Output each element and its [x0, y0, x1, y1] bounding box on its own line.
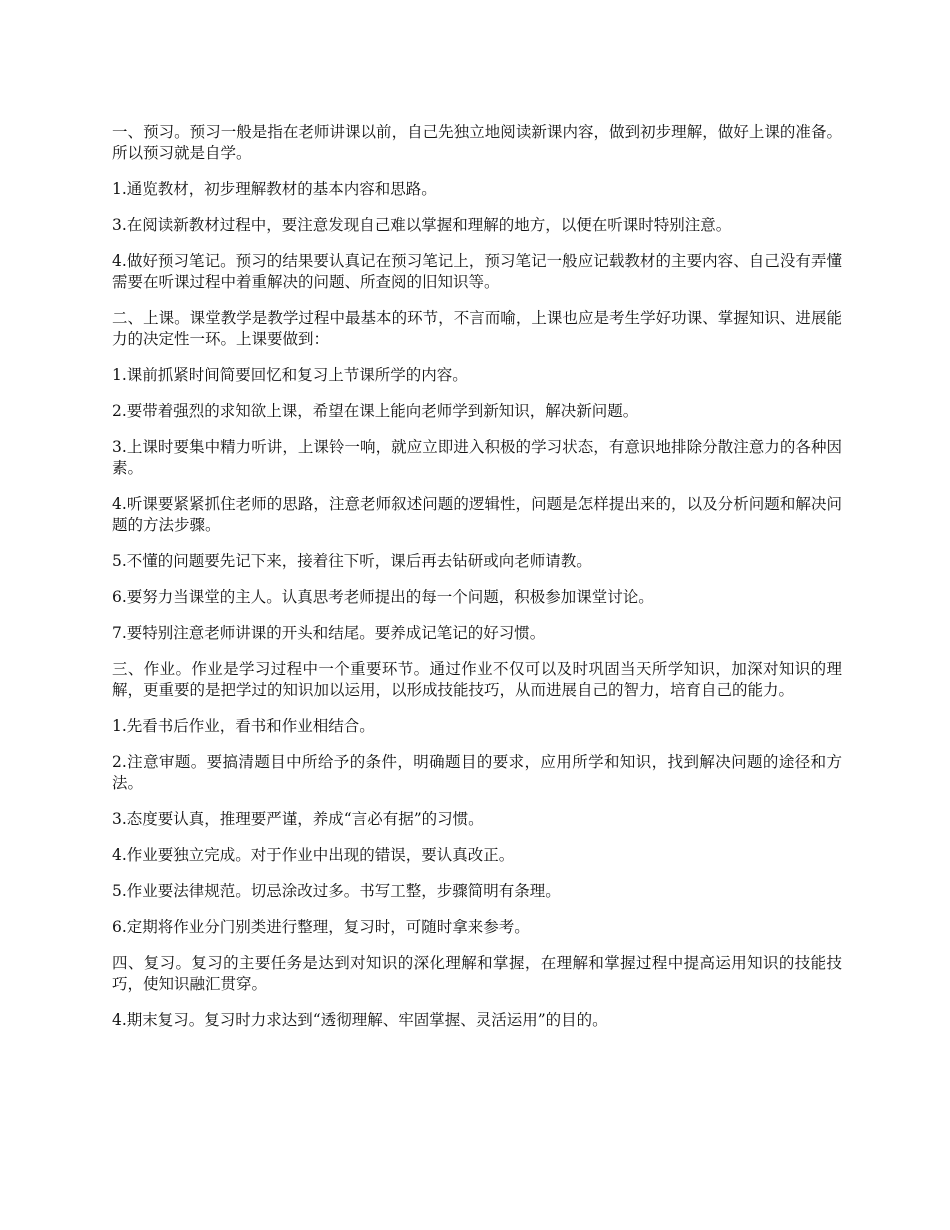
paragraph-homework-3: 3.态度要认真，推理要严谨，养成“言必有据”的习惯。 [112, 810, 484, 828]
paragraph-preview-intro: 一、预习。预习一般是指在老师讲课以前，自己先独立地阅读新课内容，做到初步理解，做好上课的准备。所以预习就是自学。 [112, 123, 842, 162]
paragraph-class-7: 7.要特别注意老师讲课的开头和结尾。要养成记笔记的好习惯。 [112, 624, 546, 642]
paragraph-homework-1: 1.先看书后作业，看书和作业相结合。 [112, 717, 375, 735]
paragraph-homework-2: 2.注意审题。要搞清题目中所给予的条件，明确题目的要求，应用所学和知识，找到解决问题的途径和方法。 [112, 753, 842, 792]
paragraph-class-4: 4.听课要紧紧抓住老师的思路，注意老师叙述问题的逻辑性，问题是怎样提出来的，以及分析问题和解决问题的方法步骤。 [112, 495, 842, 534]
paragraph-homework-6: 6.定期将作业分门别类进行整理，复习时，可随时拿来参考。 [112, 918, 530, 936]
paragraph-class-6: 6.要努力当课堂的主人。认真思考老师提出的每一个问题，积极参加课堂讨论。 [112, 588, 654, 606]
paragraph-homework-intro: 三、作业。作业是学习过程中一个重要环节。通过作业不仅可以及时巩固当天所学知识，加深对知识的理解，更重要的是把学过的知识加以运用，以形成技能技巧，从而进展自己的智力，培育自己的能力。 [112, 660, 842, 699]
paragraph-class-3: 3.上课时要集中精力听讲，上课铃一响，就应立即进入积极的学习状态，有意识地排除分散注意力的各种因素。 [112, 438, 842, 477]
document-body [112, 122, 842, 1046]
paragraph-review-intro: 四、复习。复习的主要任务是达到对知识的深化理解和掌握，在理解和掌握过程中提高运用知识的技能技巧，使知识融汇贯穿。 [112, 954, 842, 993]
paragraph-homework-5: 5.作业要法律规范。切忌涂改过多。书写工整，步骤简明有条理。 [112, 882, 561, 900]
paragraph-preview-3: 3.在阅读新教材过程中，要注意发现自己难以掌握和理解的地方，以便在听课时特别注意。 [112, 216, 732, 234]
paragraph-preview-1: 1.通览教材，初步理解教材的基本内容和思路。 [112, 180, 437, 198]
paragraph-preview-4: 4.做好预习笔记。预习的结果要认真记在预习笔记上，预习笔记一般应记载教材的主要内容、自己没有弄懂需要在听课过程中着重解决的问题、所查阅的旧知识等。 [112, 252, 842, 291]
paragraph-class-1: 1.课前抓紧时间简要回忆和复习上节课所学的内容。 [112, 366, 468, 384]
paragraph-homework-4: 4.作业要独立完成。对于作业中出现的错误，要认真改正。 [112, 846, 515, 864]
paragraph-class-5: 5.不懂的问题要先记下来，接着往下听，课后再去钻研或向老师请教。 [112, 552, 592, 570]
paragraph-class-2: 2.要带着强烈的求知欲上课，希望在课上能向老师学到新知识，解决新问题。 [112, 402, 639, 420]
paragraph-class-intro: 二、上课。课堂教学是教学过程中最基本的环节，不言而喻，上课也应是考生学好功课、掌握知识、进展能力的决定性一环。上课要做到： [112, 309, 842, 348]
paragraph-review-4: 4.期末复习。复习时力求达到“透彻理解、牢固掌握、灵活运用”的目的。 [112, 1011, 608, 1029]
